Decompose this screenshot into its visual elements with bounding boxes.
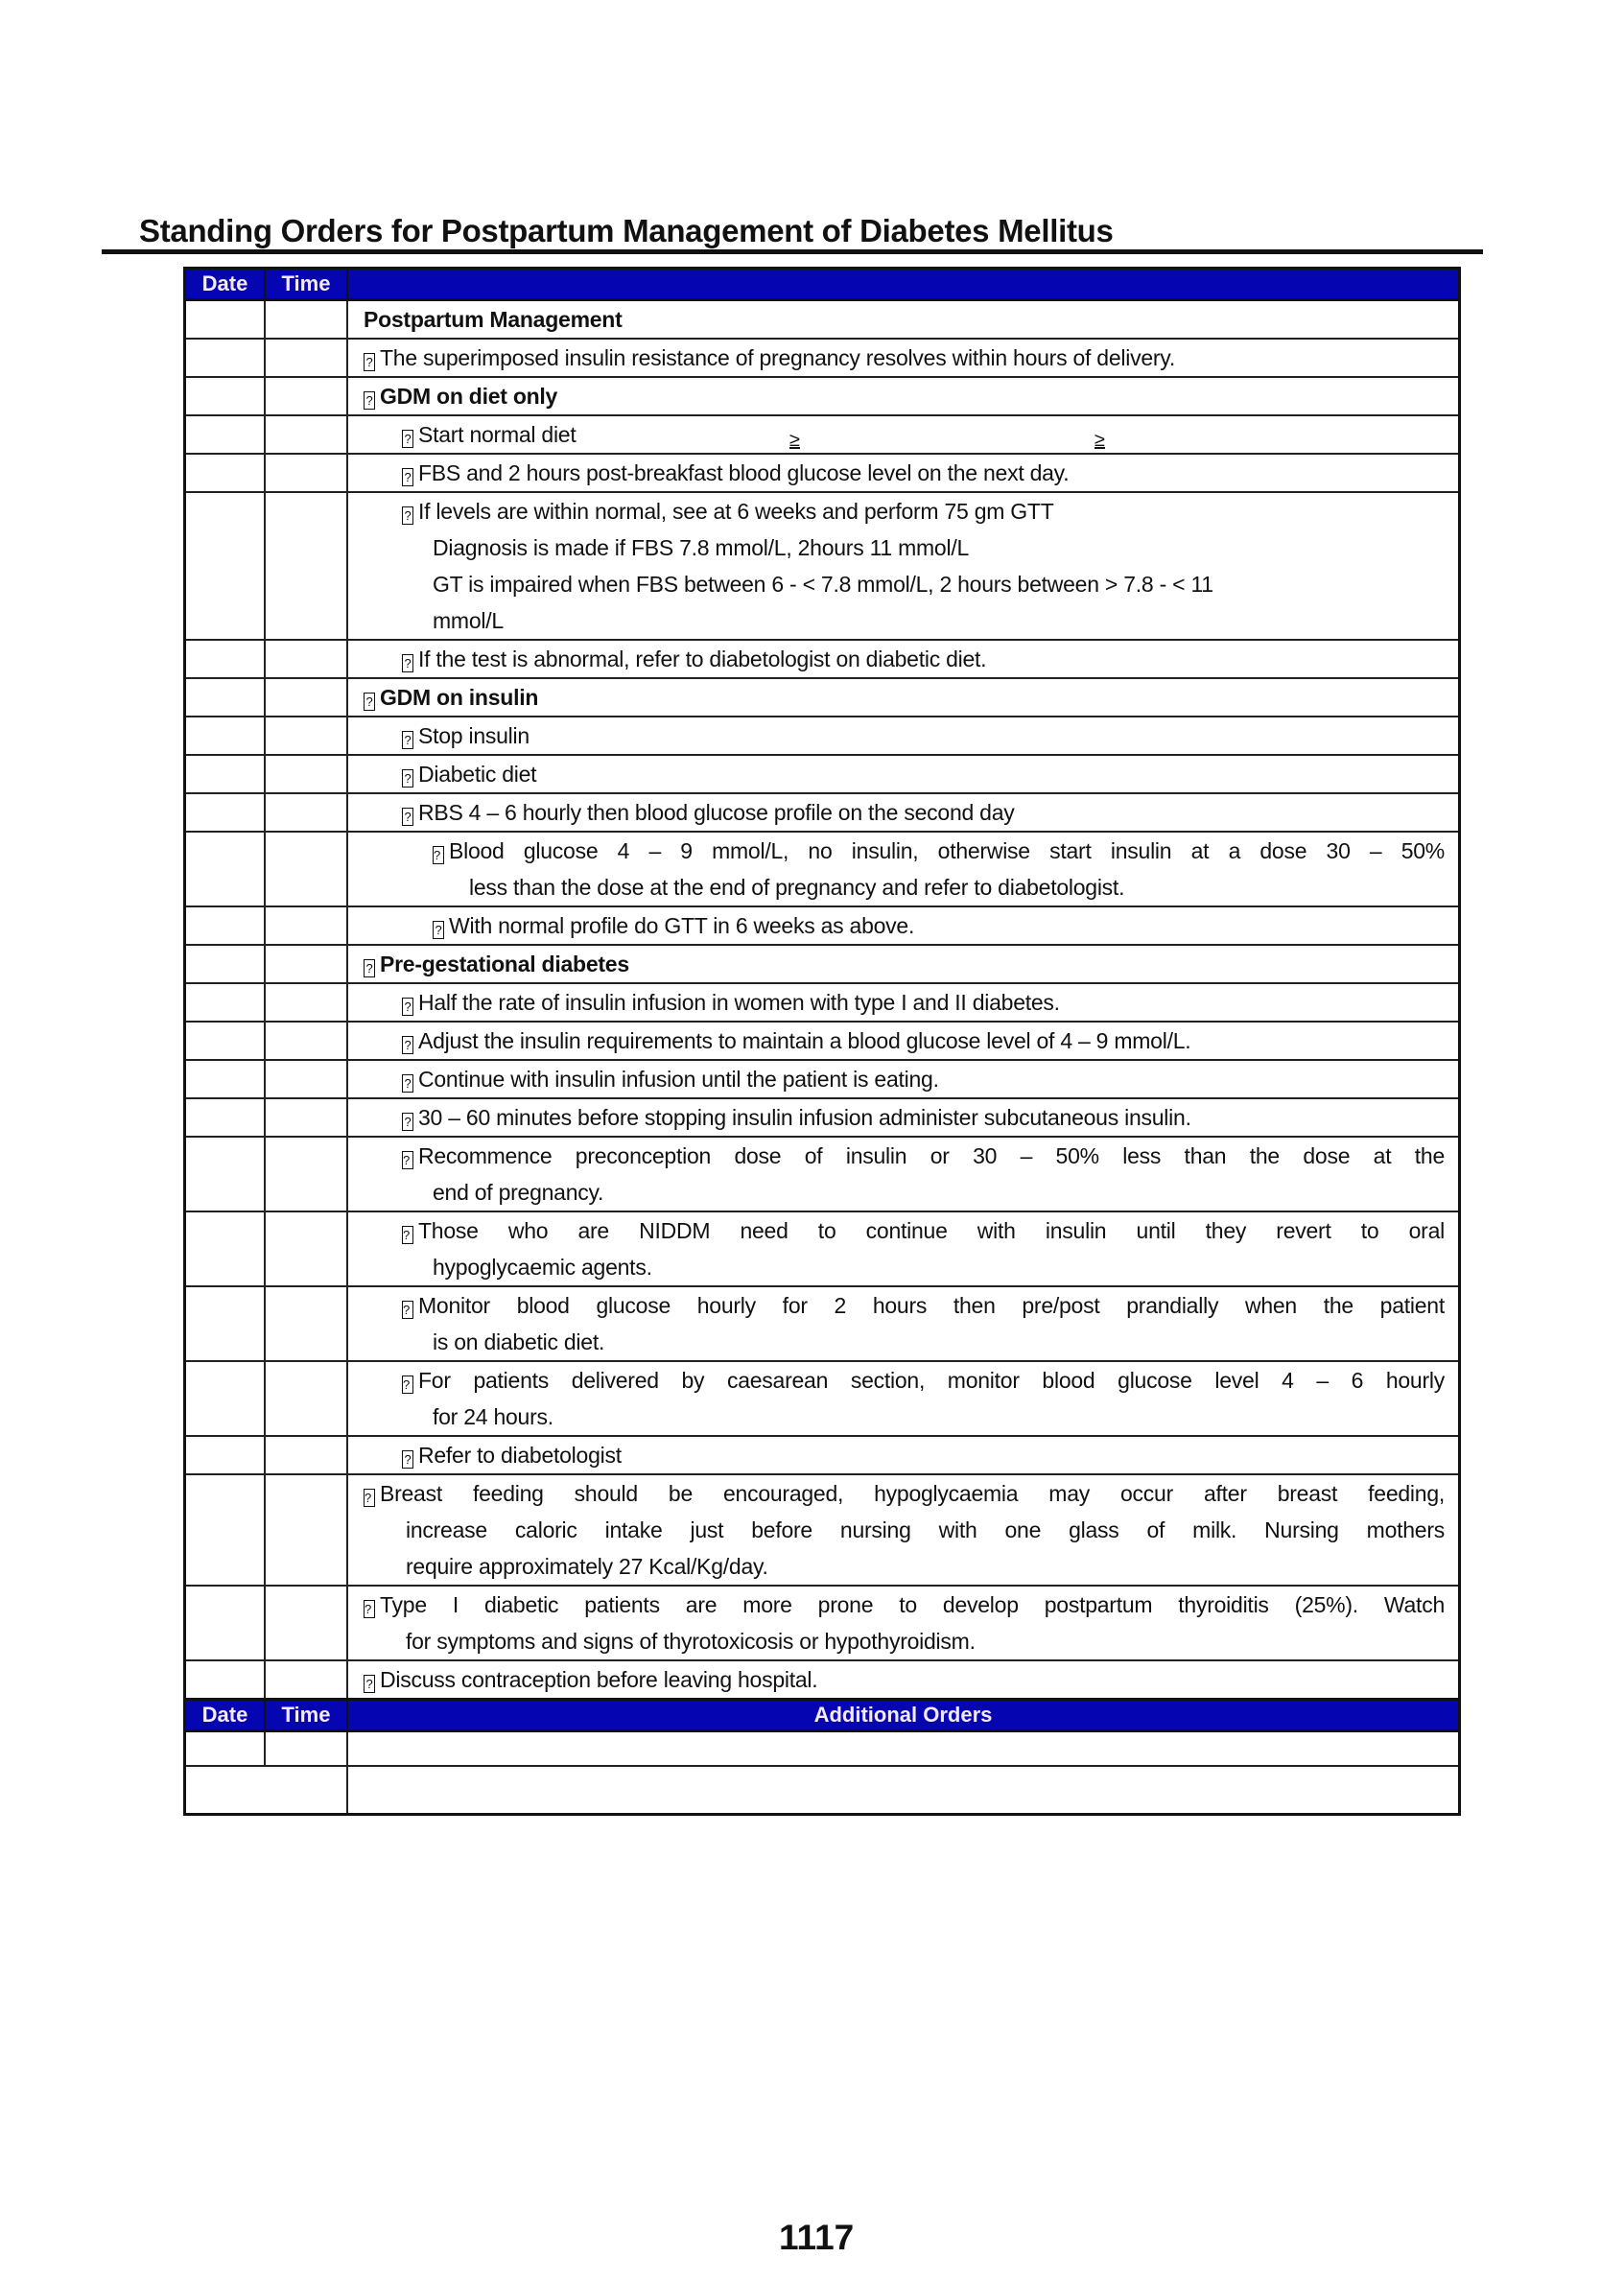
order-text-content: The superimposed insulin resistance of pregnancy resolves within hours of delivery. [380, 345, 1175, 370]
date-cell [186, 1287, 266, 1360]
order-text [348, 1475, 1458, 1585]
bullet-icon: ? [402, 1151, 413, 1169]
order-text-line [348, 1174, 1445, 1211]
date-cell [186, 717, 266, 754]
order-text [348, 756, 1458, 792]
order-text [348, 1212, 1458, 1285]
bullet-icon: ? [402, 1301, 413, 1319]
order-row [186, 1587, 1458, 1661]
stray-symbol: ≥ [1094, 430, 1105, 451]
date-cell [186, 1732, 266, 1765]
order-text-content: for 24 hours. [433, 1404, 553, 1429]
order-row [186, 756, 1458, 794]
bullet-icon: ? [402, 1450, 413, 1469]
order-text [348, 1287, 1458, 1360]
bullet-icon: ? [402, 1074, 413, 1093]
time-cell [266, 1661, 348, 1698]
order-text [348, 833, 1458, 905]
order-text [348, 984, 1458, 1021]
order-text-content: mmol/L [433, 608, 504, 633]
order-text-line [348, 717, 1445, 754]
time-cell [266, 1287, 348, 1360]
order-text-content: Refer to diabetologist [418, 1443, 622, 1468]
header-additional-orders: Additional Orders [813, 1703, 993, 1727]
order-text-content: Diabetic diet [418, 762, 537, 787]
bullet-icon: ? [402, 731, 413, 749]
order-text-content: GT is impaired when FBS between 6 - < 7.8 mmol/L, 2 hours between > 7.8 - < 11 [433, 572, 1213, 597]
order-text-content: increase caloric intake just before nursing with one glass of milk. Nursing mothers [406, 1517, 1445, 1542]
order-text-line [348, 756, 1445, 792]
time-cell [266, 907, 348, 944]
order-text-line [348, 1661, 1445, 1698]
order-text [348, 1099, 1458, 1136]
order-text-line [348, 1099, 1445, 1136]
order-text [348, 455, 1458, 491]
date-cell [186, 641, 266, 677]
order-text-content: If the test is abnormal, refer to diabetologist on diabetic diet. [418, 647, 987, 671]
date-cell [186, 1061, 266, 1097]
date-cell [186, 679, 266, 716]
order-row [186, 946, 1458, 984]
bullet-icon: ? [402, 808, 413, 826]
date-cell [186, 1587, 266, 1659]
date-cell [186, 1138, 266, 1211]
date-cell [186, 833, 266, 905]
order-row [186, 416, 1458, 455]
stray-symbol: ≥ [789, 430, 800, 451]
header-date: Date [186, 1701, 266, 1729]
bullet-icon: ? [364, 391, 375, 410]
date-time-cell [186, 1767, 348, 1813]
order-text-line [348, 1475, 1445, 1512]
order-text-line [348, 907, 1445, 944]
date-cell [186, 1475, 266, 1585]
order-text-line [348, 1362, 1445, 1399]
date-cell [186, 907, 266, 944]
order-text-line [348, 301, 1445, 338]
header-date: Date [186, 270, 266, 298]
order-text [348, 1138, 1458, 1211]
order-row [186, 1437, 1458, 1475]
order-text-content: Blood glucose 4 – 9 mmol/L, no insulin, otherwise start insulin at a dose 30 – 50% [449, 838, 1445, 863]
bullet-icon: ? [402, 468, 413, 486]
time-cell [266, 641, 348, 677]
order-text [348, 907, 1458, 944]
order-row [186, 984, 1458, 1023]
order-text-line [348, 1587, 1445, 1623]
order-row [186, 679, 1458, 717]
order-text-content: less than the dose at the end of pregnancy and refer to diabetologist. [469, 875, 1125, 900]
order-text-line [348, 869, 1445, 905]
title-rule [102, 249, 1483, 254]
bullet-icon: ? [402, 506, 413, 525]
bullet-icon: ? [402, 654, 413, 672]
time-cell [266, 984, 348, 1021]
order-row [186, 301, 1458, 340]
order-text [348, 717, 1458, 754]
order-text-line [348, 602, 1445, 639]
time-cell [266, 493, 348, 639]
order-row [186, 1099, 1458, 1138]
date-cell [186, 1023, 266, 1059]
bullet-icon: ? [402, 430, 413, 448]
order-text-line [348, 566, 1445, 602]
order-text-content: end of pregnancy. [433, 1180, 604, 1205]
date-cell [186, 1212, 266, 1285]
order-text-content: is on diabetic diet. [433, 1329, 605, 1354]
time-cell [266, 1587, 348, 1659]
page-number: 1117 [779, 2218, 855, 2257]
order-text [348, 794, 1458, 831]
order-text-line [348, 1548, 1445, 1585]
date-cell [186, 1362, 266, 1435]
order-row [186, 1661, 1458, 1698]
bullet-icon: ? [364, 1489, 375, 1507]
header-main [348, 270, 1458, 298]
time-cell [266, 1437, 348, 1473]
date-cell [186, 794, 266, 831]
date-cell [186, 946, 266, 982]
additional-order-row [186, 1767, 1458, 1813]
order-text-line [348, 340, 1445, 376]
bullet-icon: ? [402, 1036, 413, 1054]
time-cell [266, 340, 348, 376]
order-text [348, 946, 1458, 982]
time-cell [266, 1023, 348, 1059]
order-text-line [348, 641, 1445, 677]
order-text-content: hypoglycaemic agents. [433, 1255, 652, 1280]
order-row [186, 1475, 1458, 1587]
time-cell [266, 1061, 348, 1097]
order-text-content: GDM on diet only [380, 384, 558, 409]
order-text-content: If levels are within normal, see at 6 weeks and perform 75 gm GTT [418, 499, 1054, 524]
order-row [186, 717, 1458, 756]
order-row [186, 907, 1458, 946]
time-cell [266, 794, 348, 831]
order-text-line [348, 1061, 1445, 1097]
additional-order-row [186, 1732, 1458, 1767]
order-text-line [348, 378, 1445, 414]
order-cell [348, 1767, 1458, 1813]
date-cell [186, 1661, 266, 1698]
standing-orders-table [183, 267, 1461, 1816]
bullet-icon: ? [364, 353, 375, 371]
date-cell [186, 1437, 266, 1473]
order-text-content: With normal profile do GTT in 6 weeks as above. [449, 913, 915, 938]
order-text-line [348, 1324, 1445, 1360]
order-row [186, 794, 1458, 833]
order-row [186, 340, 1458, 378]
order-text-content: Recommence preconception dose of insulin or 30 – 50% less than the dose at the [418, 1143, 1445, 1168]
order-text-line [348, 1399, 1445, 1435]
time-cell [266, 946, 348, 982]
order-text-line [348, 529, 1445, 566]
order-text-line [348, 455, 1445, 491]
time-cell [266, 717, 348, 754]
date-cell [186, 378, 266, 414]
order-text-line [348, 984, 1445, 1021]
order-row [186, 1061, 1458, 1099]
time-cell [266, 1138, 348, 1211]
order-text-line [348, 794, 1445, 831]
date-cell [186, 493, 266, 639]
order-text-line [348, 679, 1445, 716]
order-text [348, 1061, 1458, 1097]
order-rows [186, 301, 1458, 1698]
order-text-content: Adjust the insulin requirements to maintain a blood glucose level of 4 – 9 mmol/L. [418, 1028, 1191, 1053]
bullet-icon: ? [402, 1226, 413, 1244]
order-text [348, 1587, 1458, 1659]
date-cell [186, 340, 266, 376]
order-text-content: FBS and 2 hours post-breakfast blood glucose level on the next day. [418, 460, 1070, 485]
bullet-icon: ? [402, 998, 413, 1016]
order-text-content: Half the rate of insulin infusion in women with type I and II diabetes. [418, 990, 1060, 1015]
order-text-content: Type I diabetic patients are more prone to develop postpartum thyroiditis (25%). Watch [380, 1592, 1445, 1617]
order-row [186, 455, 1458, 493]
header-time: Time [266, 1701, 348, 1729]
bullet-icon: ? [433, 921, 444, 939]
bullet-icon: ? [433, 846, 444, 864]
order-row [186, 1138, 1458, 1212]
order-text [348, 1661, 1458, 1698]
time-cell [266, 1475, 348, 1585]
time-cell [266, 301, 348, 338]
order-text-content: RBS 4 – 6 hourly then blood glucose profile on the second day [418, 800, 1015, 825]
order-cell [348, 1732, 1458, 1765]
order-row [186, 641, 1458, 679]
bullet-icon: ? [402, 769, 413, 788]
order-text [348, 641, 1458, 677]
order-text-content: Stop insulin [418, 723, 530, 748]
order-text [348, 1437, 1458, 1473]
order-text-line [348, 1287, 1445, 1324]
bullet-icon: ? [364, 959, 375, 977]
date-cell [186, 984, 266, 1021]
order-text-content: GDM on insulin [380, 685, 539, 710]
time-cell [266, 1362, 348, 1435]
time-cell [266, 1212, 348, 1285]
order-text-content: Postpartum Management [364, 307, 623, 332]
order-text-content: Monitor blood glucose hourly for 2 hours then pre/post prandially when the patient [418, 1293, 1445, 1318]
order-row [186, 1362, 1458, 1437]
order-text [348, 301, 1458, 338]
page-title: Standing Orders for Postpartum Management of Diabetes Mellitus [139, 213, 1114, 248]
order-text [348, 1023, 1458, 1059]
order-text-line [348, 1023, 1445, 1059]
table-header [186, 270, 1458, 301]
order-text-content: For patients delivered by caesarean section, monitor blood glucose level 4 – 6 hourly [418, 1368, 1445, 1393]
order-text-line [348, 493, 1445, 529]
order-row [186, 1212, 1458, 1287]
additional-orders-header [186, 1698, 1458, 1732]
bullet-icon: ? [402, 1376, 413, 1394]
time-cell [266, 1732, 348, 1765]
time-cell [266, 833, 348, 905]
order-text [348, 679, 1458, 716]
order-row [186, 1023, 1458, 1061]
order-row [186, 378, 1458, 416]
order-text [348, 1362, 1458, 1435]
order-row [186, 1287, 1458, 1362]
order-text-line [348, 833, 1445, 869]
order-text-content: Continue with insulin infusion until the patient is eating. [418, 1067, 939, 1092]
date-cell [186, 301, 266, 338]
date-cell [186, 756, 266, 792]
order-row [186, 493, 1458, 641]
order-text-content: require approximately 27 Kcal/Kg/day. [406, 1554, 768, 1579]
order-row [186, 833, 1458, 907]
order-text-content: for symptoms and signs of thyrotoxicosis or hypothyroidism. [406, 1629, 976, 1654]
date-cell [186, 455, 266, 491]
order-text-line [348, 1437, 1445, 1473]
order-text-line [348, 1212, 1445, 1249]
date-cell [186, 1099, 266, 1136]
order-text-line [348, 416, 1445, 453]
order-text-content: Pre-gestational diabetes [380, 952, 629, 976]
order-text [348, 340, 1458, 376]
order-text-line [348, 1138, 1445, 1174]
order-text-content: Breast feeding should be encouraged, hypoglycaemia may occur after breast feeding, [380, 1481, 1445, 1506]
order-text-line [348, 1512, 1445, 1548]
order-text [348, 378, 1458, 414]
time-cell [266, 378, 348, 414]
time-cell [266, 756, 348, 792]
time-cell [266, 679, 348, 716]
time-cell [266, 455, 348, 491]
bullet-icon: ? [364, 1600, 375, 1618]
order-text [348, 416, 1458, 453]
order-text-content: Those who are NIDDM need to continue with insulin until they revert to oral [418, 1218, 1445, 1243]
time-cell [266, 416, 348, 453]
time-cell [266, 1099, 348, 1136]
header-time: Time [266, 270, 348, 298]
order-text-line [348, 1623, 1445, 1659]
bullet-icon: ? [402, 1113, 413, 1131]
bullet-icon: ? [364, 693, 375, 711]
date-cell [186, 416, 266, 453]
order-text-content: Start normal diet [418, 422, 577, 447]
order-text-content: Discuss contraception before leaving hospital. [380, 1667, 818, 1692]
order-text-content: 30 – 60 minutes before stopping insulin infusion administer subcutaneous insulin. [418, 1105, 1191, 1130]
order-text [348, 493, 1458, 639]
order-text-line [348, 1249, 1445, 1285]
order-text-content: Diagnosis is made if FBS 7.8 mmol/L, 2hours 11 mmol/L [433, 535, 969, 560]
bullet-icon: ? [364, 1675, 375, 1693]
order-text-line [348, 946, 1445, 982]
